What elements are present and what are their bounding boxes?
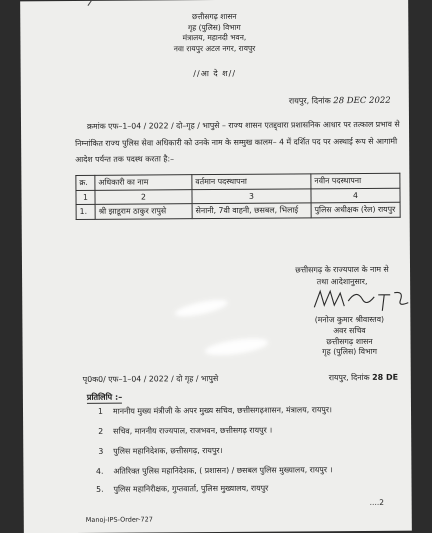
handwritten-signature (304, 285, 412, 316)
col-number: 1 (76, 190, 95, 204)
copy-list (81, 403, 411, 494)
signatory-dept: गृह (पुलिस) विभाग (322, 347, 378, 357)
item-number: 2 (98, 426, 104, 436)
department-name: गृह (पुलिस) विभाग (187, 22, 241, 32)
item-text: अतिरिक्त पुलिस महानिदेशक, ( प्रशासन) / छसबल पुलिस मुख्यालय, रायपुर । (113, 465, 333, 476)
item-number: 4. (95, 466, 104, 476)
govt-name: छत्तीसगढ़ शासन (191, 11, 237, 22)
item-text: पुलिस महानिरीक्षक, गुप्तवार्ता, पुलिस मुख्यालय, रायपुर (113, 483, 269, 494)
office-address: नवा रायपुर अटल नगर, रायपुर (173, 43, 256, 53)
list-item (81, 426, 272, 437)
signatory-name: (मनोज कुमार श्रीवास्तव) (314, 314, 385, 325)
governor-line-2: तथा आदेशानुसार, (316, 276, 368, 287)
redaction-smudge (174, 296, 229, 319)
order-body: क्रमांक एफ–1–04 / 2022 / दो–गृह / भापुसे – राज्य शासन एतद्द्वारा प्रशासनिक आधार पर तत्काल प्रभाव से निम्नांकित राज्य पुलिस सेवा अधिकारी को उनके नाम के सम्मुख कालम– 4 में दर्शित पद पर अस्थाई रूप से आगामी आदेश पर्यन्त तक पदस्थ करता है:– (75, 119, 400, 164)
row-sno: 1. (76, 204, 95, 219)
order-page (20, 0, 412, 533)
date-value: 28 DEC 2022 (333, 95, 391, 107)
pen-mark (87, 0, 94, 7)
endorsement-date: 28 DE (372, 372, 399, 382)
signatory-block (284, 315, 412, 359)
list-item (81, 446, 222, 457)
item-number: 1 (98, 406, 104, 416)
item-text: सचिव, माननीय राज्यपाल, राजभवन, छत्तीसगढ़ रायपुर । (113, 425, 273, 436)
col-header-name: अधिकारी का नाम (95, 175, 192, 191)
row-new-posting: पुलिस अधीक्षक (रेल) रायपुर (311, 202, 400, 218)
item-text: माननीय मुख्य मंत्रीजी के अपर मुख्य सचिव, छत्तीसगढ़शासन, मंत्रालय, रायपुर। (112, 405, 333, 416)
endorsement-line (83, 373, 412, 385)
governor-line-1: छत्तीसगढ़ के राज्यपाल के नाम से (295, 264, 389, 275)
copy-label: प्रतिलिपि :– (86, 392, 123, 402)
col-number: 3 (192, 189, 311, 204)
list-item (81, 405, 332, 417)
col-header-current: वर्तमान पदस्थापना (192, 174, 311, 190)
row-current-posting: सेनानी, 7वी वाहनी, छसबल, भिलाई (192, 203, 311, 219)
endorsement-place: रायपुर, दिनांक (328, 372, 370, 383)
order-title: //आ दे श// (193, 68, 237, 79)
signatory-govt: छत्तीसगढ़ शासन (326, 336, 373, 346)
letterhead (20, 11, 408, 56)
office-name: मंत्रालय, महानदी भवन, (182, 32, 247, 43)
list-item (82, 484, 269, 495)
date-prefix: रायपुर, दिनांक (288, 96, 331, 106)
row-officer-name: श्री झाडूराम ठाकुर रापुसे (95, 204, 192, 220)
col-number: 2 (95, 190, 192, 205)
item-number: 3 (98, 446, 104, 456)
endorsement-ref: पृ0क0/ एफ–1–04 / 2022 / दो गृह / भापुसे (82, 373, 219, 384)
redaction-smudge (204, 335, 269, 358)
endorsement-date-wrap (329, 373, 398, 383)
col-header-new: नवीन पदस्थापना (311, 173, 400, 189)
order-date (289, 95, 391, 107)
table-row (76, 202, 400, 219)
footer-code: Manoj-IPS-Order-727 (85, 515, 153, 524)
signatory-designation: अवर सचिव (333, 325, 366, 335)
posting-table (75, 173, 400, 220)
list-item (81, 465, 332, 477)
col-number: 4 (311, 188, 400, 203)
page-continuation: ....2 (369, 497, 384, 507)
col-header-sno: क्र. (76, 175, 95, 190)
item-number: 5. (96, 484, 104, 494)
item-text: पुलिस महानिदेशक, छत्तीसगढ़, रायपुर। (113, 445, 223, 456)
